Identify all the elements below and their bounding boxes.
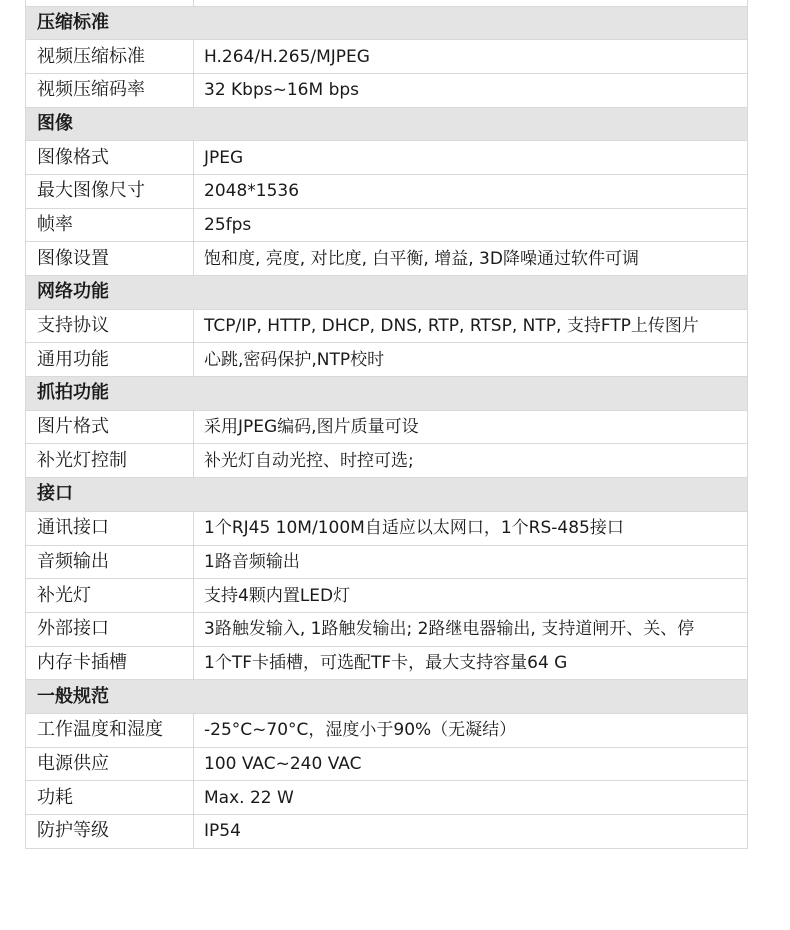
spec-key: 功耗 [26, 781, 194, 815]
spec-key: 图片格式 [26, 410, 194, 444]
spec-value: 1路音频输出 [194, 545, 748, 579]
section-header-row [26, 377, 748, 411]
spec-value: JPEG [194, 141, 748, 175]
spec-value: 1个TF卡插槽，可选配TF卡，最大支持容量64 G [194, 646, 748, 680]
spec-key: 图像设置 [26, 242, 194, 276]
spec-row [26, 713, 748, 747]
section-title: 图像 [26, 107, 748, 141]
section-header-row [26, 276, 748, 310]
spec-row [26, 174, 748, 208]
spec-key: 视频压缩码率 [26, 73, 194, 107]
spec-row [26, 73, 748, 107]
spec-key: 最大图像尺寸 [26, 174, 194, 208]
spec-key: 补光灯 [26, 579, 194, 613]
spec-value: 采用JPEG编码,图片质量可设 [194, 410, 748, 444]
spec-row [26, 747, 748, 781]
spec-value: 3路触发输入, 1路触发输出; 2路继电器输出, 支持道闸开、关、停 [194, 612, 748, 646]
spec-key: 工作温度和湿度 [26, 713, 194, 747]
spec-row [26, 579, 748, 613]
spec-row [26, 444, 748, 478]
spec-row [26, 40, 748, 74]
spec-table-body [26, 0, 748, 848]
spec-row [26, 781, 748, 815]
spec-value: H.264/H.265/MJPEG [194, 40, 748, 74]
section-title: 网络功能 [26, 276, 748, 310]
spec-value: 心跳,密码保护,NTP校时 [194, 343, 748, 377]
spec-value: Max. 22 W [194, 781, 748, 815]
spec-value: 100 VAC~240 VAC [194, 747, 748, 781]
spec-value: 25fps [194, 208, 748, 242]
spec-value: IP54 [194, 815, 748, 849]
spec-row [26, 208, 748, 242]
spec-value: -25°C~70°C，湿度小于90%（无凝结） [194, 713, 748, 747]
section-header-row [26, 107, 748, 141]
spec-key: 通讯接口 [26, 511, 194, 545]
spec-table [25, 0, 748, 849]
spec-row [26, 646, 748, 680]
spec-row [26, 343, 748, 377]
spec-value: 补光灯自动光控、时控可选; [194, 444, 748, 478]
section-header-row [26, 6, 748, 40]
spec-key: 防护等级 [26, 815, 194, 849]
section-header-row [26, 478, 748, 512]
spec-key: 外部接口 [26, 612, 194, 646]
spec-row [26, 309, 748, 343]
spec-row [26, 141, 748, 175]
section-header-row [26, 680, 748, 714]
spec-key: 电源供应 [26, 747, 194, 781]
section-title: 压缩标准 [26, 6, 748, 40]
spec-row [26, 612, 748, 646]
spec-key: 帧率 [26, 208, 194, 242]
section-title: 抓拍功能 [26, 377, 748, 411]
spec-key: 补光灯控制 [26, 444, 194, 478]
spec-key: 支持协议 [26, 309, 194, 343]
spec-key: 图像格式 [26, 141, 194, 175]
spec-value: 32 Kbps~16M bps [194, 73, 748, 107]
spec-key: 内存卡插槽 [26, 646, 194, 680]
spec-key: 通用功能 [26, 343, 194, 377]
spec-value: TCP/IP, HTTP, DHCP, DNS, RTP, RTSP, NTP, 支持FTP上传图片 [194, 309, 748, 343]
section-title: 一般规范 [26, 680, 748, 714]
section-title: 接口 [26, 478, 748, 512]
spec-value: 饱和度, 亮度, 对比度, 白平衡, 增益, 3D降噪通过软件可调 [194, 242, 748, 276]
spec-key: 音频输出 [26, 545, 194, 579]
spec-value: 1个RJ45 10M/100M自适应以太网口，1个RS-485接口 [194, 511, 748, 545]
spec-value: 2048*1536 [194, 174, 748, 208]
spec-row [26, 511, 748, 545]
spec-row [26, 815, 748, 849]
spec-value: 支持4颗内置LED灯 [194, 579, 748, 613]
spec-row [26, 242, 748, 276]
spec-row [26, 410, 748, 444]
spec-key: 视频压缩标准 [26, 40, 194, 74]
spec-row [26, 545, 748, 579]
